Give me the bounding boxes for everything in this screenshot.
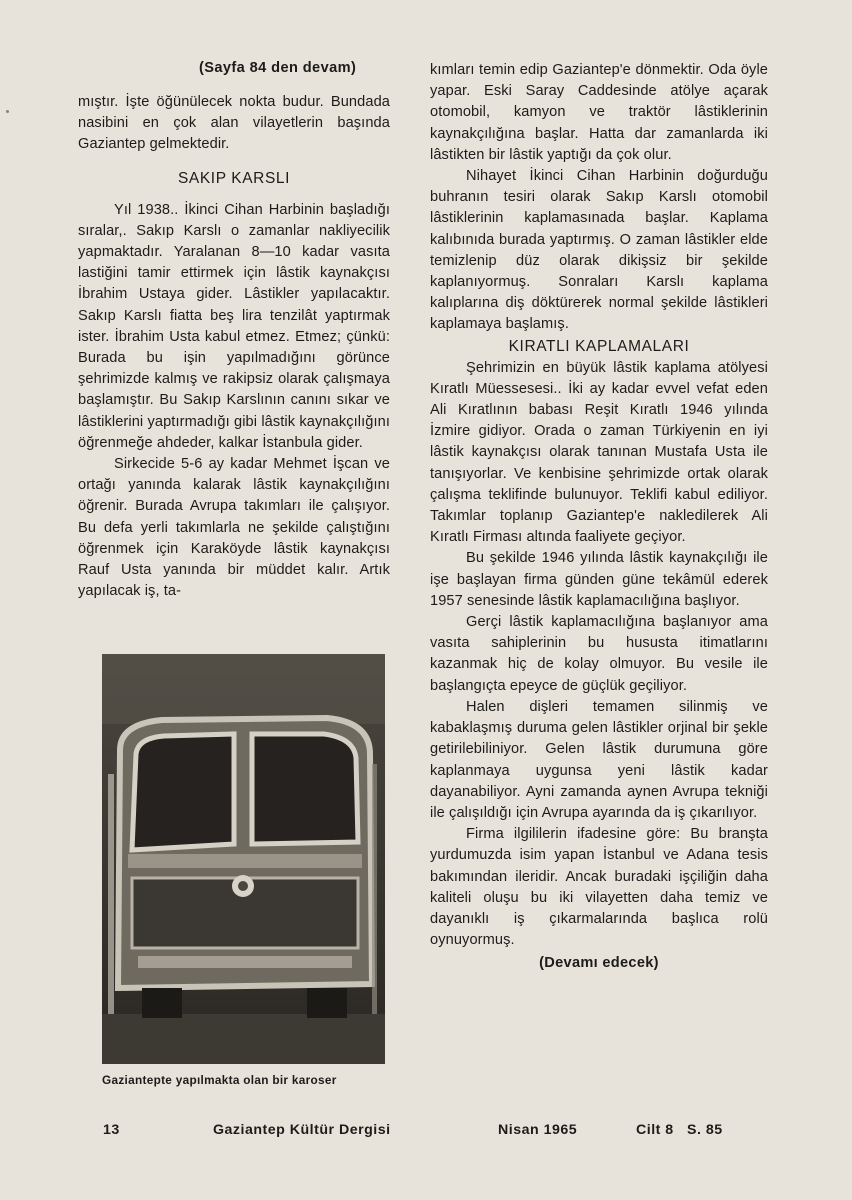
volume-issue: Cilt 8 S. 85 bbox=[636, 1122, 723, 1138]
right-paragraph: Nihayet İkinci Cihan Harbinin doğurduğu buhranın tesiri olarak Sakıp Karslı otomobil lâstiklerinin kaplamasınada başlar. Kaplama kalıbınıda burada yaptırmış. O zaman lâstikler elde temizlenip düz olarak dikişsiz bir şekilde kaplanıyormuş. Sonraları Karslı kaplama kalıplarına diş döktürerek normal şekilde lâstikleri kaplamaya başlamış. bbox=[430, 168, 768, 333]
bus-body-photo-image bbox=[102, 654, 385, 1064]
photo-caption: Gaziantepte yapılmakta olan bir karoser bbox=[102, 1073, 337, 1087]
right-paragraph: Halen dişleri temamen silinmiş ve kabaklaşmış duruma gelen lâstikler orjinal bir şekle getirilebiliniyor. Gelen lâstik durumuna göre kaplanmaya uygunsa yeni lâstik kadar dayanabiliyor. Ayni zamanda aynen Avrupa tekniği ile çalışıldığı için Avrupa ayarında da iş çıkarılıyor. bbox=[430, 698, 768, 821]
scan-speck bbox=[6, 110, 9, 113]
right-paragraph: Gerçi lâstik kaplamacılığına başlanıyor ama vasıta sahiplerinin bu hususta itimatlarını kazanmak hiç de kolay olmuyor. Bu vesile ile başlangıçta epeyce de güçlük geçiliyor. bbox=[430, 614, 768, 694]
left-paragraph: Sirkecide 5-6 ay kadar Mehmet İşcan ve ortağı yanında kalarak lâstik kaynakçılığını öğrenir. Burada Avrupa takımları ile çalışıyor. Bu defa yerli takımlarla ne şekilde çalıştığını öğrenmek için Karaköyde lâstik kaynakçısı Rauf Usta yanında bir müddet kalır. Artık yapılacak iş, ta- bbox=[78, 456, 390, 600]
left-paragraph-intro: mıştır. İşte öğünülecek nokta budur. Bundada nasibini en çok alan vilayetlerin başında Gaziantep gelmektedir. bbox=[78, 94, 390, 153]
magazine-name: Gaziantep Kültür Dergisi bbox=[213, 1122, 391, 1138]
continued-from-note: (Sayfa 84 den devam) bbox=[199, 60, 357, 76]
to-be-continued-note: (Devamı edecek) bbox=[539, 955, 659, 972]
page-number: 13 bbox=[103, 1122, 120, 1138]
right-paragraph: Şehrimizin en büyük lâstik kaplama atölyesi Kıratlı Müessesesi.. İki ay kadar evvel vefat eden Ali Kıratlının babası Reşit Kıratlı 1946 yılında İzmire gidiyor. Orada o zaman Türkiyenin en iyi lâstik kaynakçısı olarak tanınan Mustafa Usta ile tanışıyorlar. Ve kenbisine şehrimizde ortak olarak çalışma teklifinde bulunuyor. Teklifi kabul ediliyor. Takımlar toplanıp Gaziantep'e nakledilerek Ali Kıratlı Firması altında faaliyete geçiyor. bbox=[430, 359, 768, 546]
right-paragraph: Bu şekilde 1946 yılında lâstik kaynakçılığı ile işe başlayan firma günden güne tekâmül ederek 1957 senesinde lâstik kaplamacılığına başlıyor. bbox=[430, 550, 768, 609]
section-heading-kiratli: KIRATLI KAPLAMALARI bbox=[508, 337, 690, 355]
right-paragraph: Firma ilgililerin ifadesine göre: Bu branşta yurdumuzda isim yapan İstanbul ve Adana tesis bakımından ileridir. Ancak buradaki işçiliğin daha kaliteli oluşu bu iki vilayetten daha temiz ve dayanıklı iş çıkarmalarında başlıca rolü oynuyormuş. bbox=[430, 826, 768, 949]
right-paragraph: kımları temin edip Gaziantep'e dönmektir. Oda öyle yapar. Eski Saray Caddesinde atölye açarak otomobil, kamyon ve traktör lâstiklerinin kaynakçılığına başlar. Hatta dar zamanlarda iki lâstikten bir lâstik yaptığı da çok olur. bbox=[430, 62, 768, 163]
issue-date: Nisan 1965 bbox=[498, 1122, 578, 1138]
section-heading-sakip-karsli: SAKIP KARSLI bbox=[177, 169, 291, 187]
right-column bbox=[430, 60, 768, 971]
left-paragraph: Yıl 1938.. İkinci Cihan Harbinin başladığı sıralar,. Sakıp Karslı o zamanlar nakliyecilik yapmaktadır. Yaralanan 8—10 kadar vasıta lastiğini tamir ettirmek için lâstik kaynakçısı İbrahim Ustaya gider. Lâstikler yapılacaktır. Sakıp Karslı fiatta beş lira tenzilât yaptırmak ister. İbrahim Usta kabul etmez. Etmez; çünkü: Burada bu işin yapılmadığını görünce şehrimizde kalmış ve rakipsiz olarak çalışmaya başlamıştır. Bu Sakıp Karslının canını sıkar ve lâstiklerini yaptırmadığı gibi lâstik kaynakçılığını öğrenmeğe ahdeder, kalkar İstanbula gider. bbox=[78, 201, 390, 451]
left-column bbox=[78, 92, 390, 602]
bus-body-photo bbox=[102, 654, 385, 1064]
